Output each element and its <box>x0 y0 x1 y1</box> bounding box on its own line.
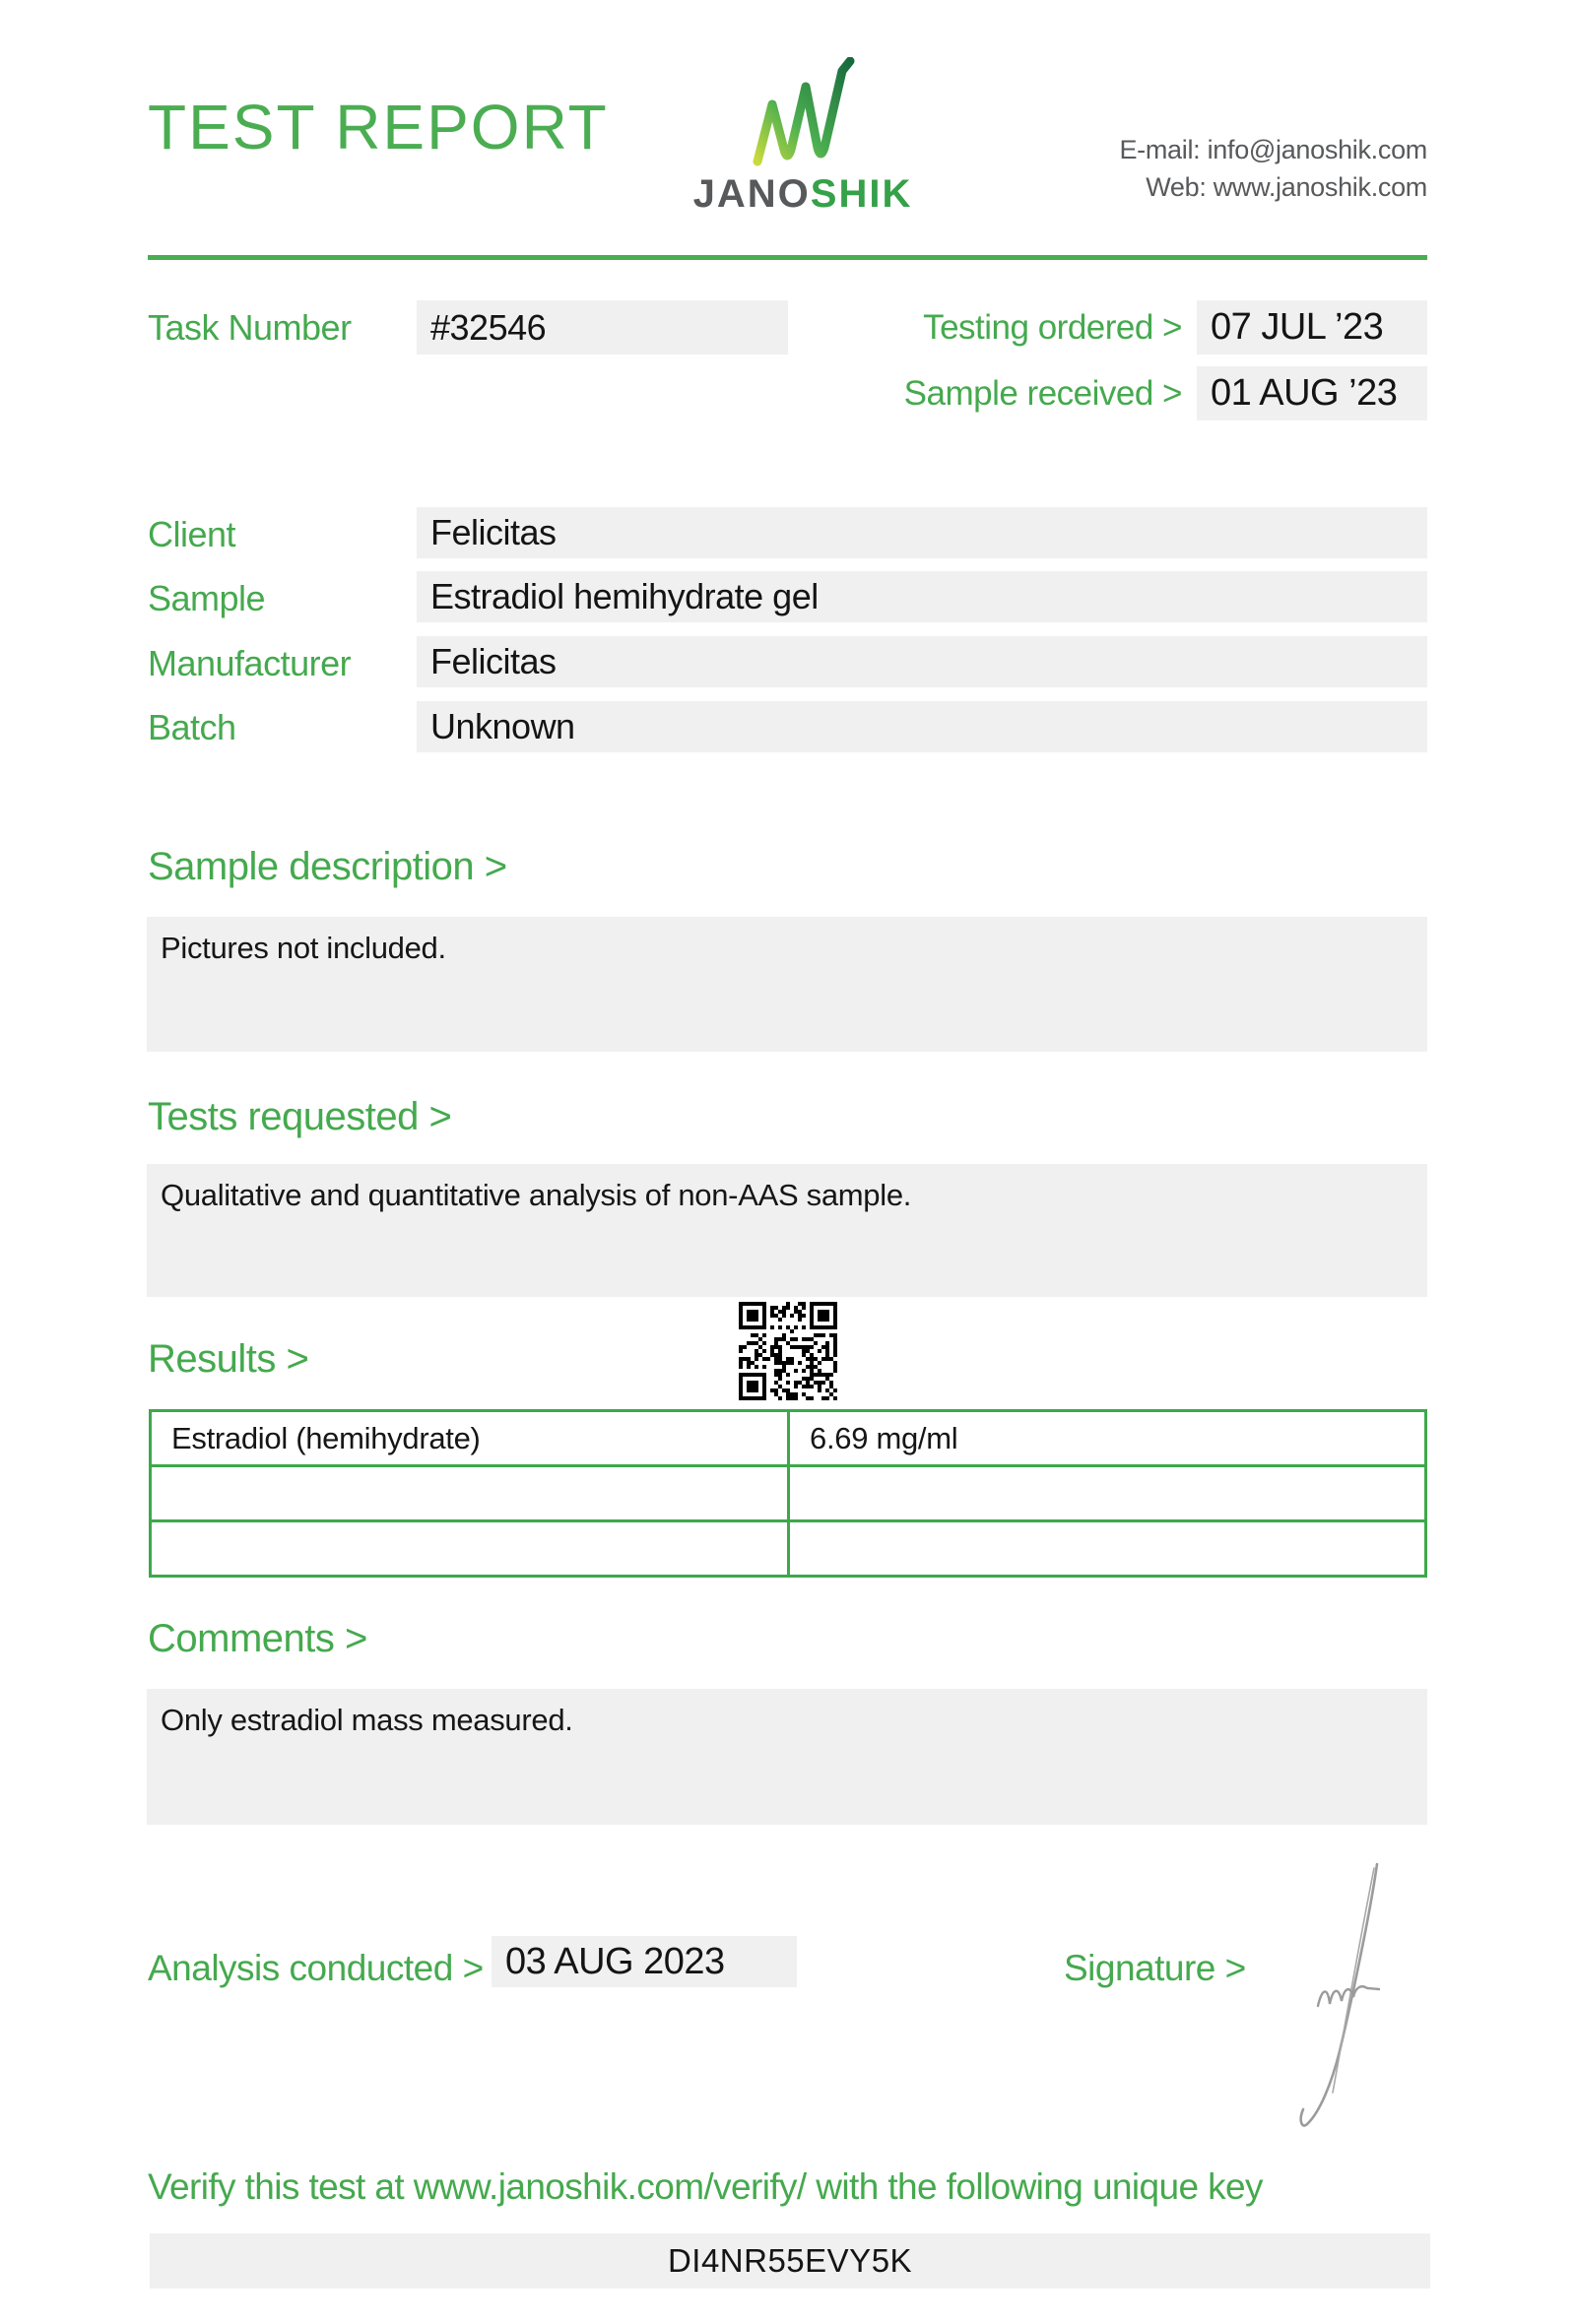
sample-value: Estradiol hemihydrate gel <box>417 571 1427 622</box>
comments-box <box>147 1689 1427 1825</box>
results-heading: Results > <box>148 1337 309 1381</box>
client-label: Client <box>148 514 236 554</box>
contact-block <box>1119 131 1427 206</box>
task-number-label: Task Number <box>148 307 352 348</box>
result-value-empty <box>790 1467 1424 1519</box>
qr-code <box>739 1302 837 1400</box>
verify-text: Verify this test at www.janoshik.com/verify/ with the following unique key <box>148 2166 1263 2207</box>
result-analyte-empty <box>152 1522 787 1575</box>
result-value: 6.69 mg/ml <box>790 1412 1424 1464</box>
results-table <box>149 1409 1427 1578</box>
unique-key-value: DI4NR55EVY5K <box>150 2233 1430 2289</box>
sample-description-heading: Sample description > <box>148 845 507 888</box>
sample-description-text: Pictures not included. <box>161 931 446 965</box>
testing-ordered-label: Testing ordered > <box>923 308 1182 347</box>
batch-label: Batch <box>148 707 236 747</box>
batch-value: Unknown <box>417 701 1427 752</box>
result-analyte-empty <box>152 1467 787 1519</box>
task-number-value: #32546 <box>417 300 788 355</box>
contact-web: Web: www.janoshik.com <box>1146 172 1427 202</box>
tests-requested-heading: Tests requested > <box>148 1095 452 1138</box>
sample-received-value: 01 AUG ’23 <box>1197 366 1427 420</box>
comments-heading: Comments > <box>148 1617 367 1660</box>
result-analyte: Estradiol (hemihydrate) <box>152 1412 787 1464</box>
logo-wordmark <box>680 172 926 217</box>
sample-received-label: Sample received > <box>903 374 1182 413</box>
client-value: Felicitas <box>417 507 1427 558</box>
sample-label: Sample <box>148 578 266 618</box>
logo-chart-icon <box>746 57 864 167</box>
result-value-empty <box>790 1522 1424 1575</box>
sample-description-box <box>147 917 1427 1052</box>
analysis-conducted-label: Analysis conducted > <box>148 1948 484 1988</box>
comments-text: Only estradiol mass measured. <box>161 1703 573 1737</box>
tests-requested-box <box>147 1164 1427 1297</box>
contact-email: E-mail: info@janoshik.com <box>1119 135 1427 164</box>
signature-label: Signature > <box>1064 1948 1246 1988</box>
page-title: TEST REPORT <box>148 92 609 162</box>
tests-requested-text: Qualitative and quantitative analysis of non-AAS sample. <box>161 1178 912 1212</box>
manufacturer-value: Felicitas <box>417 636 1427 687</box>
logo-part-jano: JANO <box>692 172 811 216</box>
handwritten-signature <box>1279 1856 1402 2137</box>
testing-ordered-value: 07 JUL ’23 <box>1197 300 1427 355</box>
analysis-conducted-value: 03 AUG 2023 <box>492 1936 797 1987</box>
manufacturer-label: Manufacturer <box>148 643 352 683</box>
header-divider <box>148 255 1427 260</box>
logo-part-shik: SHIK <box>810 172 913 216</box>
